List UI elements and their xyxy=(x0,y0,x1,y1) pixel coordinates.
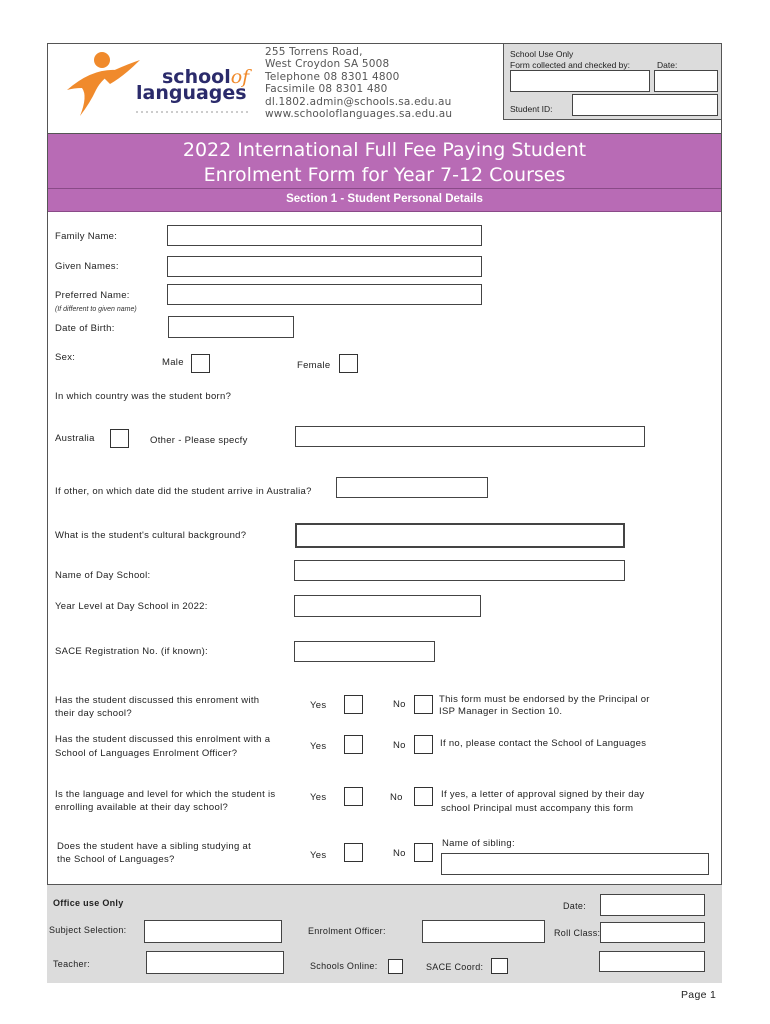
sibling-name-label: Name of sibling: xyxy=(442,838,515,849)
roll-class-label: Roll Class: xyxy=(554,928,601,938)
year-level-label: Year Level at Day School in 2022: xyxy=(55,601,208,612)
section-1-title: Section 1 - Student Personal Details xyxy=(286,193,483,205)
q3-line-2: enrolling available at their day school? xyxy=(55,802,229,813)
section-1-header xyxy=(48,188,721,212)
q2-yes-checkbox[interactable] xyxy=(344,735,363,754)
year-level-field[interactable] xyxy=(294,595,481,617)
office-extra-field[interactable] xyxy=(599,951,705,972)
school-use-date-field[interactable] xyxy=(654,70,718,92)
cultural-background-question: What is the student's cultural background? xyxy=(55,530,247,541)
australia-checkbox[interactable] xyxy=(110,429,129,448)
arrival-date-question: If other, on which date did the student arrive in Australia? xyxy=(55,486,312,497)
male-checkbox[interactable] xyxy=(191,354,210,373)
form-title-line-1: 2022 International Full Fee Paying Student xyxy=(182,139,587,161)
dob-field[interactable] xyxy=(168,316,294,338)
office-date-label: Date: xyxy=(563,901,587,911)
q3-line-1: Is the language and level for which the student is xyxy=(55,789,276,800)
q3-yes-label: Yes xyxy=(310,792,327,803)
family-name-label: Family Name: xyxy=(55,231,118,242)
sace-label: SACE Registration No. (if known): xyxy=(55,646,208,657)
q4-no-checkbox[interactable] xyxy=(414,843,433,862)
student-id-label: Student ID: xyxy=(510,104,553,114)
other-country-label: Other - Please specfy xyxy=(150,435,248,446)
country-question: In which country was the student born? xyxy=(55,391,232,402)
given-names-label: Given Names: xyxy=(55,261,119,272)
address-line-2: West Croydon SA 5008 xyxy=(265,58,390,70)
family-name-field[interactable] xyxy=(167,225,482,246)
address-line-3: Telephone 08 8301 4800 xyxy=(265,71,400,83)
form-title-line-2: Enrolment Form for Year 7-12 Courses xyxy=(203,164,566,186)
roll-class-field[interactable] xyxy=(600,922,705,943)
office-use-title: Office use Only xyxy=(53,898,124,908)
school-logo xyxy=(62,48,257,120)
collected-checked-label: Form collected and checked by: xyxy=(510,60,631,70)
address-line-6: www.schooloflanguages.sa.edu.au xyxy=(265,108,453,120)
q1-line-1: Has the student discussed this enroment with xyxy=(55,695,260,706)
female-checkbox[interactable] xyxy=(339,354,358,373)
enrolment-officer-label: Enrolment Officer: xyxy=(308,926,386,936)
student-id-field[interactable] xyxy=(572,94,718,116)
q2-yes-label: Yes xyxy=(310,741,327,752)
q3-no-checkbox[interactable] xyxy=(414,787,433,806)
schools-online-label: Schools Online: xyxy=(310,961,378,971)
q4-yes-label: Yes xyxy=(310,850,327,861)
q2-line-1: Has the student discussed this enrolment with a xyxy=(55,734,271,745)
australia-label: Australia xyxy=(55,433,95,444)
schools-online-checkbox[interactable] xyxy=(388,959,403,974)
address-line-5: dl.1802.admin@schools.sa.edu.au xyxy=(265,96,452,108)
q4-yes-checkbox[interactable] xyxy=(344,843,363,862)
female-label: Female xyxy=(297,360,331,371)
q1-yes-checkbox[interactable] xyxy=(344,695,363,714)
logo-word-languages: languages xyxy=(136,82,247,104)
day-school-field[interactable] xyxy=(294,560,625,581)
q1-note-line-1: This form must be endorsed by the Principal or xyxy=(439,694,650,705)
q3-yes-checkbox[interactable] xyxy=(344,787,363,806)
day-school-label: Name of Day School: xyxy=(55,570,151,581)
q1-no-label: No xyxy=(393,699,406,710)
subject-selection-label: Subject Selection: xyxy=(49,925,127,935)
q1-note-line-2: ISP Manager in Section 10. xyxy=(439,706,563,717)
cultural-background-field[interactable] xyxy=(295,523,625,548)
q1-no-checkbox[interactable] xyxy=(414,695,433,714)
collected-checked-field[interactable] xyxy=(510,70,650,92)
q3-no-label: No xyxy=(390,792,403,803)
given-names-field[interactable] xyxy=(167,256,482,277)
preferred-name-hint: (If different to given name) xyxy=(55,306,137,313)
teacher-label: Teacher: xyxy=(53,959,90,969)
q1-yes-label: Yes xyxy=(310,700,327,711)
page-number: Page 1 xyxy=(681,989,717,1001)
q4-line-1: Does the student have a sibling studying at xyxy=(57,841,252,852)
q3-note-line-2: school Principal must accompany this form xyxy=(441,803,634,814)
q2-note-line-1: If no, please contact the School of Languages xyxy=(440,738,647,749)
male-label: Male xyxy=(162,357,184,368)
office-use-panel xyxy=(47,884,722,983)
sace-coord-label: SACE Coord: xyxy=(426,962,484,972)
q2-no-label: No xyxy=(393,740,406,751)
q4-line-2: the School of Languages? xyxy=(57,854,175,865)
sibling-name-field[interactable] xyxy=(441,853,709,875)
sex-label: Sex: xyxy=(55,352,76,363)
school-use-date-label: Date: xyxy=(657,60,678,70)
preferred-name-label: Preferred Name: xyxy=(55,290,130,301)
q3-note-line-1: If yes, a letter of approval signed by their day xyxy=(441,789,645,800)
preferred-name-field[interactable] xyxy=(167,284,482,305)
school-use-title: School Use Only xyxy=(510,49,574,59)
q1-line-2: their day school? xyxy=(55,708,132,719)
dob-label: Date of Birth: xyxy=(55,323,115,334)
q2-line-2: School of Languages Enrolment Officer? xyxy=(55,748,238,759)
address-line-1: 255 Torrens Road, xyxy=(265,46,363,58)
q4-no-label: No xyxy=(393,848,406,859)
other-country-field[interactable] xyxy=(295,426,645,447)
q2-no-checkbox[interactable] xyxy=(414,735,433,754)
teacher-field[interactable] xyxy=(146,951,284,974)
address-line-4: Facsimile 08 8301 480 xyxy=(265,83,388,95)
logo-word-of: of xyxy=(230,66,250,88)
arrival-date-field[interactable] xyxy=(336,477,488,498)
sace-coord-checkbox[interactable] xyxy=(491,958,508,974)
office-date-field[interactable] xyxy=(600,894,705,916)
subject-selection-field[interactable] xyxy=(144,920,282,943)
logo-word-school: school xyxy=(162,66,231,88)
enrolment-officer-field[interactable] xyxy=(422,920,545,943)
school-use-panel xyxy=(503,43,722,120)
sace-field[interactable] xyxy=(294,641,435,662)
